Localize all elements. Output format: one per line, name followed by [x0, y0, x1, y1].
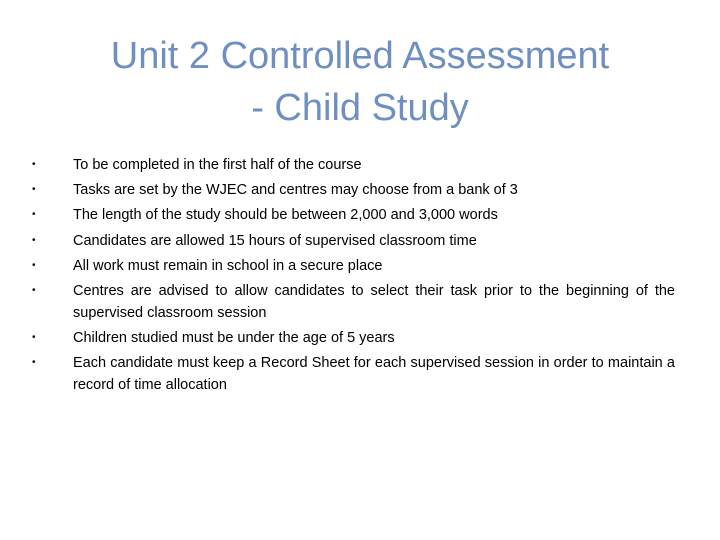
bullet-dot-icon: • — [32, 234, 36, 246]
bullet-text: All work must remain in school in a secure place — [73, 257, 383, 274]
bullet-dot-icon: • — [32, 209, 36, 221]
bullet-text: Tasks are set by the WJEC and centres may choose from a bank of 3 — [73, 182, 518, 199]
bullet-item — [30, 179, 675, 201]
bullet-item — [30, 154, 675, 176]
bullet-dot-icon: • — [32, 159, 36, 170]
bullet-item — [30, 327, 675, 349]
bullet-text: Centres are advised to allow candidates to select their task prior to the beginning of the supervised classroom session — [73, 282, 675, 321]
bullet-item — [30, 204, 675, 226]
bullet-item — [30, 230, 675, 252]
bullet-item — [30, 280, 675, 324]
slide-title-line-1: Unit 2 Controlled Assessment — [110, 35, 610, 77]
bullet-dot-icon: • — [32, 357, 36, 369]
bullet-dot-icon: • — [32, 259, 36, 271]
bullet-text: The length of the study should be between 2,000 and 3,000 words — [73, 207, 498, 224]
bullet-dot-icon: • — [32, 332, 36, 344]
bullet-item — [30, 352, 675, 396]
bullet-dot-icon: • — [32, 184, 36, 196]
bullet-text: Children studied must be under the age of 5 years — [73, 330, 395, 347]
bullet-item — [30, 255, 675, 277]
slide-title-line-2: - Child Study — [251, 87, 469, 129]
bullet-text: Candidates are allowed 15 hours of supervised classroom time — [73, 232, 477, 249]
bullet-text: Each candidate must keep a Record Sheet for each supervised session in order to maintain a record of time allocation — [73, 355, 675, 394]
bullet-dot-icon: • — [32, 284, 36, 296]
slide-title — [60, 30, 660, 134]
bullet-list — [30, 154, 675, 400]
bullet-text: To be completed in the first half of the course — [73, 157, 362, 173]
